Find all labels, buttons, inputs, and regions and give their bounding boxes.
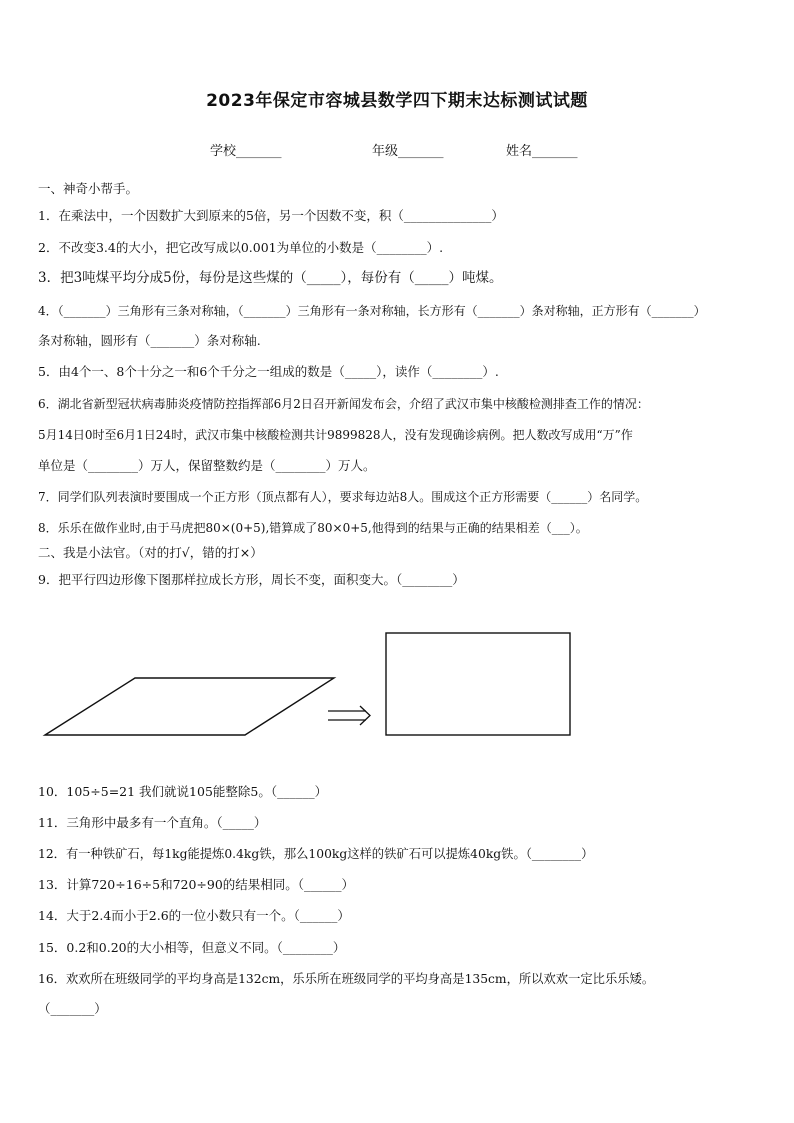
question-6-line-1: 6．湖北省新型冠状病毒肺炎疫情防控指挥部6月2日召开新闻发布会，介绍了武汉市集中核酸检测排查工作的情况： bbox=[38, 397, 649, 411]
rectangle-shape bbox=[386, 633, 570, 735]
parallelogram-shape bbox=[45, 678, 334, 735]
question-11: 11．三角形中最多有一个直角。（_____） bbox=[38, 815, 267, 830]
question-6-line-2: 5月14日0时至6月1日24时，武汉市集中核酸检测共计9899828人，没有发现确诊病例。把人数改写成用“万”作 bbox=[38, 428, 633, 442]
question-7: 7．同学们队列表演时要围成一个正方形（顶点都有人），要求每边站8人。围成这个正方形需要（______）名同学。 bbox=[38, 490, 648, 504]
question-9: 9．把平行四边形像下图那样拉成长方形，周长不变，面积变大。（________） bbox=[38, 572, 465, 587]
question-13: 13．计算720÷16÷5和720÷90的结果相同。（______） bbox=[38, 877, 355, 892]
question-6-line-3: 单位是（________）万人，保留整数约是（________）万人。 bbox=[38, 458, 376, 473]
double-arrow-icon bbox=[328, 706, 370, 725]
question-12: 12．有一种铁矿石，每1kg能提炼0.4kg铁，那么100kg这样的铁矿石可以提炼40kg铁。（________） bbox=[38, 847, 594, 861]
question-2: 2．不改变3.4的大小，把它改写成以0.001为单位的小数是（________）. bbox=[38, 240, 444, 255]
question-3: 3．把3吨煤平均分成5份，每份是这些煤的（_____），每份有（_____）吨煤。 bbox=[38, 270, 503, 286]
page-title: 2023年保定市容城县数学四下期末达标测试试题 bbox=[206, 91, 588, 111]
question-5: 5．由4个一、8个十分之一和6个千分之一组成的数是（_____），读作（________）. bbox=[38, 364, 499, 379]
question-10: 10．105÷5=21 我们就说105能整除5。（______） bbox=[38, 784, 328, 799]
question-16-line-2: （_______） bbox=[38, 1001, 107, 1016]
question-4-line-1: 4．（_______）三角形有三条对称轴，（_______）三角形有一条对称轴，长方形有（_______）条对称轴，正方形有（_______） bbox=[38, 304, 706, 318]
question-14: 14．大于2.4而小于2.6的一位小数只有一个。（______） bbox=[38, 908, 350, 923]
section-heading-1: 一、神奇小帮手。 bbox=[38, 181, 139, 196]
name-field: 姓名_______ bbox=[506, 144, 578, 159]
grade-field: 年级_______ bbox=[372, 144, 444, 159]
question-4-line-2: 条对称轴，圆形有（_______）条对称轴. bbox=[38, 333, 261, 348]
question-15: 15．0.2和0.20的大小相等，但意义不同。（________） bbox=[38, 940, 346, 955]
question-1: 1．在乘法中，一个因数扩大到原来的5倍，另一个因数不变，积（______________） bbox=[38, 208, 504, 223]
school-field: 学校_______ bbox=[210, 144, 282, 159]
question-8: 8．乐乐在做作业时,由于马虎把80×(0+5),错算成了80×0+5,他得到的结果与正确的结果相差（___）。 bbox=[38, 521, 588, 535]
question-16-line-1: 16．欢欢所在班级同学的平均身高是132cm，乐乐所在班级同学的平均身高是135cm，所以欢欢一定比乐乐矮。 bbox=[38, 972, 655, 986]
parallelogram-to-rectangle-figure bbox=[38, 625, 598, 750]
section-heading-2: 二、我是小法官。（对的打√，错的打×） bbox=[38, 545, 263, 560]
